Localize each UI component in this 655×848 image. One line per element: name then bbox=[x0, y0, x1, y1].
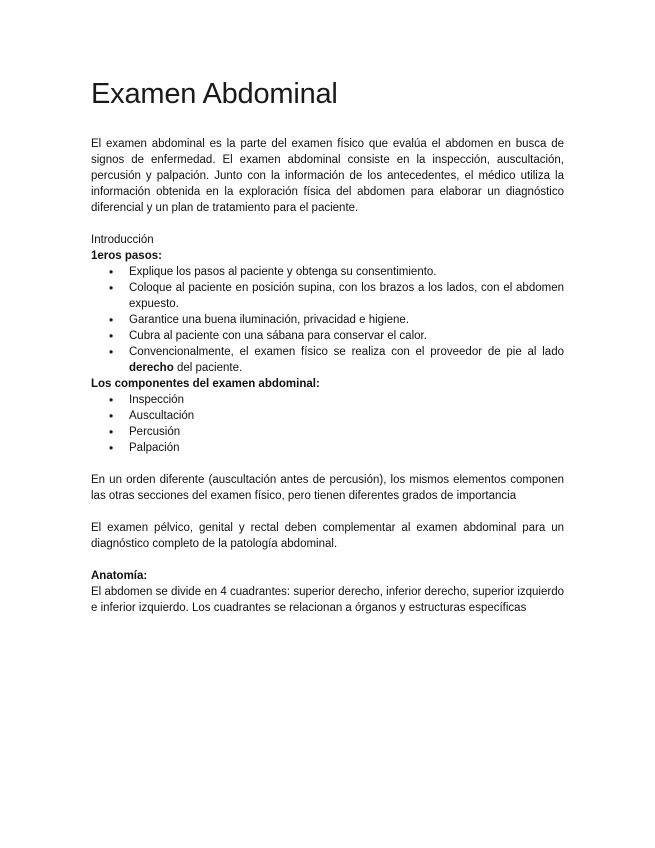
step-text: Convencionalmente, el examen físico se realiza con el proveedor de pie al lado bbox=[129, 346, 564, 358]
first-steps-list bbox=[91, 264, 564, 376]
list-item: • Explique los pasos al paciente y obtenga su consentimiento. bbox=[129, 264, 564, 280]
order-paragraph: En un orden diferente (auscultación antes de percusión), los mismos elementos componen las otras secciones del examen físico, pero tienen diferentes grados de importancia bbox=[91, 474, 564, 502]
components-heading: Los componentes del examen abdominal: bbox=[91, 378, 320, 390]
spacer bbox=[91, 216, 564, 232]
list-item bbox=[129, 344, 564, 376]
list-item: • Garantice una buena iluminación, privacidad e higiene. bbox=[129, 312, 564, 328]
intro-paragraph: El examen abdominal es la parte del examen físico que evalúa el abdomen en busca de signos de enfermedad. El examen abdominal consiste en la inspección, auscultación, percusión y palpación. Junto con la información de los antecedentes, el médico utiliza la información obtenida en la exploración física del abdomen para elaborar un diagnóstico diferencial y un plan de tratamiento para el paciente. bbox=[91, 138, 564, 214]
list-item: • Percusión bbox=[129, 424, 564, 440]
anatomy-paragraph: El abdomen se divide en 4 cuadrantes: superior derecho, inferior derecho, superior izquierdo e inferior izquierdo. Los cuadrantes se relacionan a órganos y estructuras específicas bbox=[91, 586, 564, 614]
document-title: Examen Abdominal bbox=[91, 78, 338, 110]
step-text-end: del paciente. bbox=[173, 362, 243, 374]
list-item: • Coloque al paciente en posición supina, con los brazos a los lados, con el abdomen expuesto. bbox=[129, 280, 564, 312]
list-item: • Palpación bbox=[129, 440, 564, 456]
pelvic-paragraph: El examen pélvico, genital y rectal deben complementar al examen abdominal para un diagnóstico completo de la patología abdominal. bbox=[91, 522, 564, 550]
components-list bbox=[91, 392, 564, 456]
list-item: • Inspección bbox=[129, 392, 564, 408]
section-introduction-heading: Introducción bbox=[91, 234, 154, 246]
list-item: • Cubra al paciente con una sábana para conservar el calor. bbox=[129, 328, 564, 344]
first-steps-heading: 1eros pasos: bbox=[91, 250, 162, 262]
spacer bbox=[91, 456, 564, 472]
spacer bbox=[91, 504, 564, 520]
list-item: • Auscultación bbox=[129, 408, 564, 424]
anatomy-heading: Anatomía: bbox=[91, 570, 148, 582]
step-emphasis: derecho bbox=[129, 362, 174, 374]
spacer bbox=[91, 552, 564, 568]
